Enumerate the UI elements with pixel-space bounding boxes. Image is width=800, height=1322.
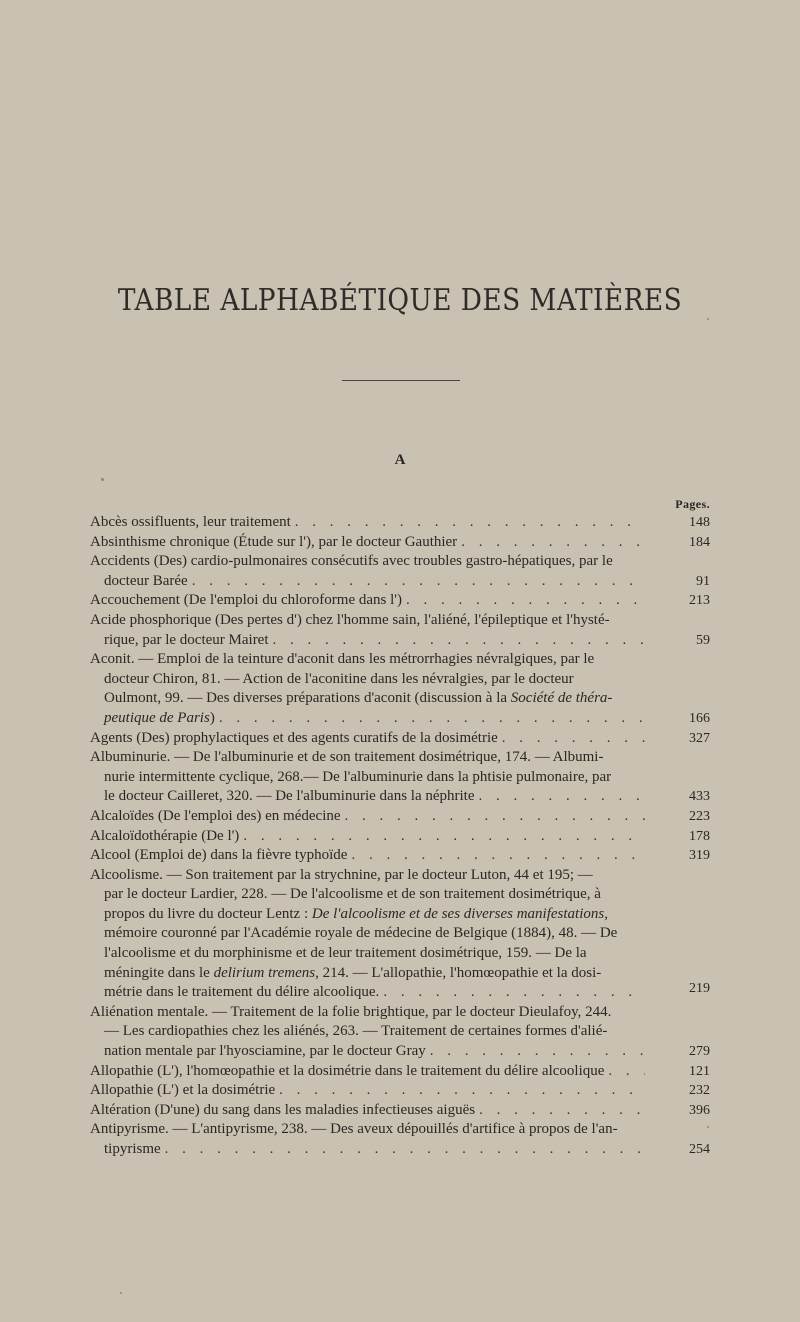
entry-line xyxy=(90,944,645,964)
dot-leader xyxy=(273,631,645,651)
dot-leader xyxy=(279,1081,645,1101)
entry-text: Alcool (Emploi de) dans la fièvre typhoïde xyxy=(90,847,348,864)
dot-leader xyxy=(406,591,645,611)
entry-line xyxy=(90,513,645,533)
entry-line xyxy=(90,905,645,925)
index-entry xyxy=(90,846,710,866)
index-entry xyxy=(90,1120,710,1159)
page-number: 213 xyxy=(689,593,710,609)
dot-leader xyxy=(345,807,645,827)
index-entry xyxy=(90,748,710,807)
dot-leader xyxy=(502,729,645,749)
entry-text: Antipyrisme. — L'antipyrisme, 238. — Des aveux dépouillés d'artifice à propos de l'an- xyxy=(90,1121,618,1138)
entry-text: Altération (D'une) du sang dans les maladies infectieuses aiguës xyxy=(90,1101,476,1118)
page-number: 59 xyxy=(696,632,710,648)
entry-line xyxy=(90,885,645,905)
index-entry xyxy=(90,866,710,1003)
entry-line xyxy=(90,1042,645,1062)
page-number: 148 xyxy=(689,515,710,530)
entry-text: Albuminurie. — De l'albuminurie et de son traitement dosimétrique, 174. — Albumi- xyxy=(90,749,604,766)
entry-text: Allopathie (L') et la dosimétrie xyxy=(90,1082,276,1099)
entry-line xyxy=(90,572,645,592)
page-number: 184 xyxy=(689,534,710,550)
entry-line xyxy=(90,807,645,827)
entry-text: Abcès ossifluents, leur traitement xyxy=(90,514,291,530)
page-number: 327 xyxy=(689,730,710,746)
paper-speck xyxy=(101,478,104,481)
index-entries xyxy=(90,513,710,1160)
entry-line xyxy=(90,709,645,729)
entry-line xyxy=(90,964,645,984)
index-entry xyxy=(90,1101,710,1121)
dot-leader xyxy=(243,827,645,847)
entry-text: rique, par le docteur Mairet xyxy=(104,631,269,648)
entry-line xyxy=(90,1120,645,1140)
index-entry xyxy=(90,827,710,847)
index-entry xyxy=(90,1081,710,1101)
entry-text: docteur Barée xyxy=(104,572,188,589)
entry-line xyxy=(90,1081,645,1101)
entry-text: méningite dans le delirium tremens, 214. — L'allopathie, l'homœopathie et la dosi- xyxy=(104,964,602,981)
page-number: 232 xyxy=(689,1083,710,1099)
dot-leader xyxy=(430,1042,645,1062)
entry-line xyxy=(90,924,645,944)
entry-text: métrie dans le traitement du délire alcoolique. xyxy=(104,984,380,1001)
entry-text: Agents (Des) prophylactiques et des agents curatifs de la dosimétrie xyxy=(90,729,498,746)
dot-leader xyxy=(219,709,645,729)
entry-text: Alcaloïdothérapie (De l') xyxy=(90,827,240,844)
entry-text: Acide phosphorique (Des pertes d') chez l'homme sain, l'aliéné, l'épileptique et l'hysté- xyxy=(90,611,610,628)
section-letter: A xyxy=(394,452,406,468)
entry-text: tipyrisme xyxy=(104,1141,161,1157)
title-rule xyxy=(342,380,460,381)
entry-text: nurie intermittente cyclique, 268.— De l'albuminurie dans la phtisie pulmonaire, par xyxy=(104,768,612,785)
page-number: 166 xyxy=(689,710,710,726)
entry-text: Alcaloïdes (De l'emploi des) en médecine xyxy=(90,807,341,824)
entry-line xyxy=(90,670,645,690)
entry-line xyxy=(90,650,645,670)
index-entry xyxy=(90,552,710,591)
dot-leader xyxy=(479,787,645,807)
entry-text: Alcoolisme. — Son traitement par la strychnine, par le docteur Luton, 44 et 195; — xyxy=(90,866,593,883)
dot-leader xyxy=(295,513,645,533)
page-number: 178 xyxy=(689,828,710,844)
page-number: 219 xyxy=(689,981,710,997)
page-number: 433 xyxy=(689,789,710,805)
dot-leader xyxy=(479,1101,645,1121)
paper-speck xyxy=(707,1126,709,1128)
entry-line xyxy=(90,866,645,886)
entry-text: peutique de Paris) xyxy=(104,709,215,726)
paper-speck xyxy=(120,1292,122,1294)
index-entry xyxy=(90,807,710,827)
entry-text: Aconit. — Emploi de la teinture d'aconit dans les métrorrhagies névralgiques, par le xyxy=(90,651,595,668)
index-entry xyxy=(90,1062,710,1082)
entry-text: — Les cardiopathies chez les aliénés, 263. — Traitement de certaines formes d'alié- xyxy=(104,1023,608,1040)
entry-text: Accouchement (De l'emploi du chloroforme dans l') xyxy=(90,592,402,609)
dot-leader xyxy=(351,846,645,866)
dot-leader xyxy=(608,1062,645,1082)
entry-text: propos du livre du docteur Lentz : De l'alcoolisme et de ses diverses manifestations, xyxy=(104,905,608,922)
entry-line xyxy=(90,768,645,788)
entry-line xyxy=(90,631,645,651)
page-number: 91 xyxy=(696,573,710,589)
entry-line xyxy=(90,846,645,866)
entry-line xyxy=(90,591,645,611)
index-entry xyxy=(90,591,710,611)
page-number: 121 xyxy=(689,1063,710,1079)
entry-line xyxy=(90,689,645,709)
page-title: TABLE ALPHABÉTIQUE DES MATIÈRES xyxy=(117,283,683,318)
entry-line xyxy=(90,827,645,847)
index-entry xyxy=(90,533,710,553)
index-entry xyxy=(90,729,710,749)
page-number: 279 xyxy=(689,1044,710,1060)
entry-line xyxy=(90,1003,645,1023)
entry-text: Aliénation mentale. — Traitement de la folie brightique, par le docteur Dieulafoy, 244. xyxy=(90,1003,612,1020)
dot-leader xyxy=(461,533,645,553)
entry-text: l'alcoolisme et du morphinisme et de leur traitement dosimétrique, 159. — De la xyxy=(104,945,587,962)
entry-line xyxy=(90,787,645,807)
entry-text: mémoire couronné par l'Académie royale de médecine de Belgique (1884), 48. — De xyxy=(104,925,618,942)
index-entry xyxy=(90,1003,710,1062)
entry-line xyxy=(90,1101,645,1121)
page-number: 254 xyxy=(689,1142,710,1157)
entry-text: Accidents (Des) cardio-pulmonaires consécutifs avec troubles gastro-hépatiques, par le xyxy=(90,553,613,570)
entry-line xyxy=(90,1022,645,1042)
page-number: 319 xyxy=(689,848,710,864)
paper-speck xyxy=(707,318,709,320)
entry-line xyxy=(90,533,645,553)
index-entry xyxy=(90,513,710,533)
dot-leader xyxy=(383,983,645,1003)
entry-line xyxy=(90,1062,645,1082)
entry-line xyxy=(90,1140,645,1160)
entry-line xyxy=(90,748,645,768)
page-number: 396 xyxy=(689,1102,710,1118)
entry-line xyxy=(90,729,645,749)
index-entry xyxy=(90,650,710,728)
entry-text: Allopathie (L'), l'homœopathie et la dosimétrie dans le traitement du délire alcoolique xyxy=(90,1062,605,1079)
entry-text: le docteur Cailleret, 320. — De l'albuminurie dans la néphrite xyxy=(104,788,475,805)
pages-column-header: Pages. xyxy=(675,497,710,511)
entry-text: nation mentale par l'hyosciamine, par le docteur Gray xyxy=(104,1043,426,1060)
entry-line xyxy=(90,983,645,1003)
page-number: 223 xyxy=(689,808,710,824)
entry-line xyxy=(90,552,645,572)
entry-text: Absinthisme chronique (Étude sur l'), par le docteur Gauthier xyxy=(90,533,458,550)
index-entry xyxy=(90,611,710,650)
entry-text: Oulmont, 99. — Des diverses préparations d'aconit (discussion à la Société de théra- xyxy=(104,690,613,707)
entry-text: par le docteur Lardier, 228. — De l'alcoolisme et de son traitement dosimétrique, à xyxy=(104,886,601,903)
entry-text: docteur Chiron, 81. — Action de l'aconitine dans les névralgies, par le docteur xyxy=(104,670,574,687)
dot-leader xyxy=(165,1140,645,1160)
entry-line xyxy=(90,611,645,631)
dot-leader xyxy=(192,572,645,592)
